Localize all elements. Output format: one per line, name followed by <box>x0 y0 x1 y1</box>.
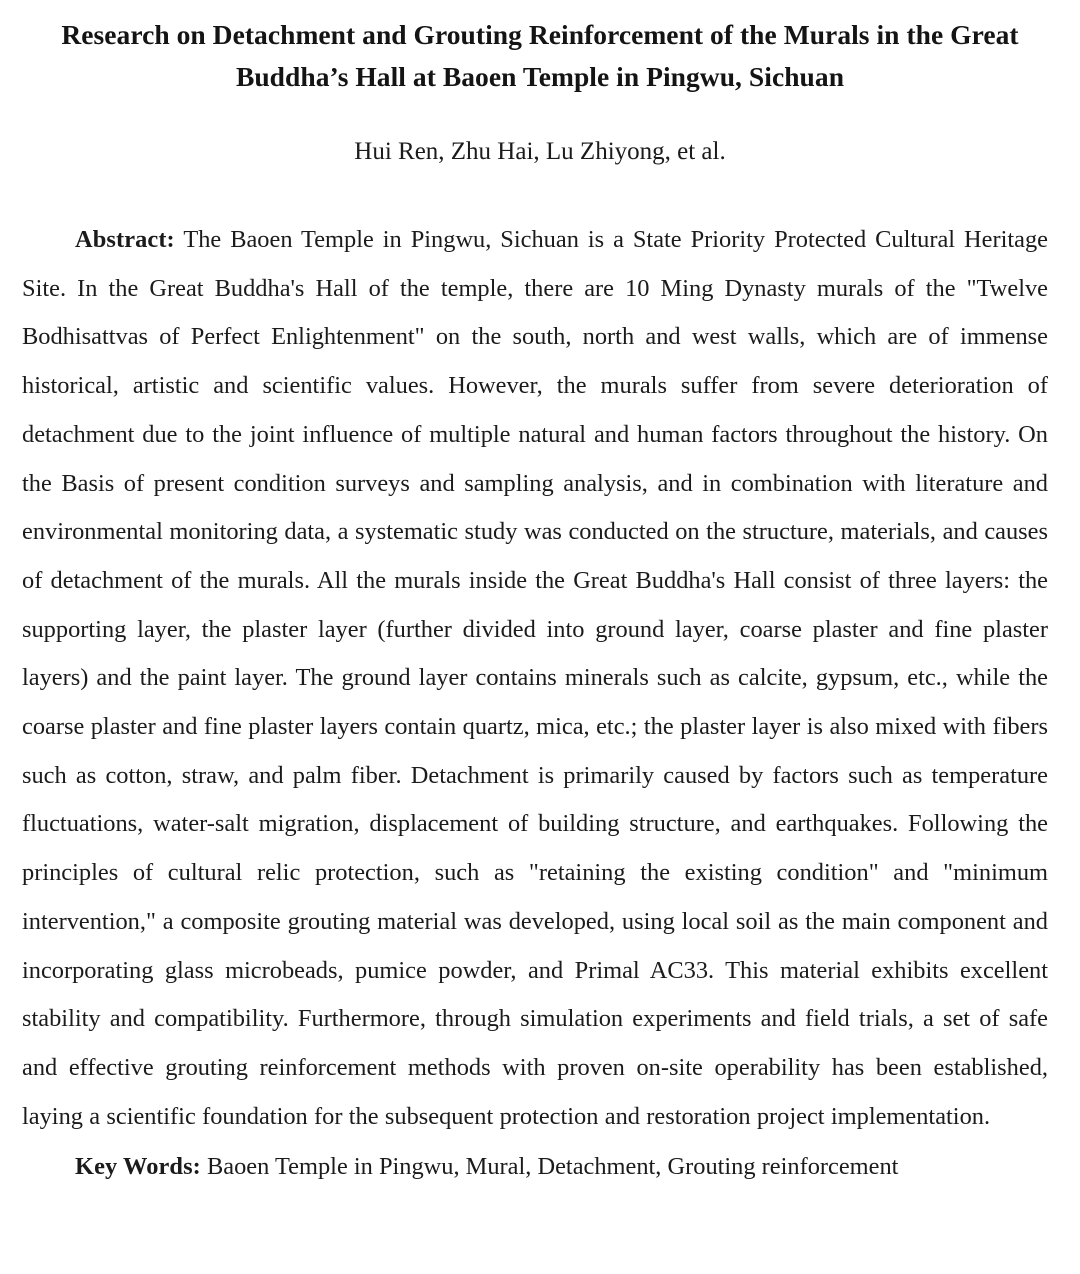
page-title: Research on Detachment and Grouting Reinforcement of the Murals in the Great Buddha’s Hall at Baoen Temple in Pingwu, Sichuan <box>61 19 1019 92</box>
byline-block <box>0 137 1080 167</box>
keywords-label: Key Words: <box>75 1153 201 1181</box>
author-byline: Hui Ren, Zhu Hai, Lu Zhiyong, et al. <box>354 138 726 165</box>
abstract-paragraph <box>22 216 1048 1141</box>
abstract-label: Abstract: <box>75 226 175 253</box>
abstract-block <box>0 216 1080 1141</box>
keywords-text: Baoen Temple in Pingwu, Mural, Detachment, Grouting reinforcement <box>207 1153 899 1181</box>
keywords-block <box>0 1143 1080 1192</box>
abstract-text: The Baoen Temple in Pingwu, Sichuan is a State Priority Protected Cultural Heritage Site. In the Great Buddha's Hall of the temple, there are 10 Ming Dynasty murals of the "Twelve Bodhisattvas of Perfect Enlightenment" on the south, north and west walls, which are of immense historical, artistic and scientific values. However, the murals suffer from severe deterioration of detachment due to the joint influence of multiple natural and human factors throughout the history. On the Basis of present condition surveys and sampling analysis, and in combination with literature and environmental monitoring data, a systematic study was conducted on the structure, materials, and causes of detachment of the murals. All the murals inside the Great Buddha's Hall consist of three layers: the supporting layer, the plaster layer (further divided into ground layer, coarse plaster and fine plaster layers) and the paint layer. The ground layer contains minerals such as calcite, gypsum, etc., while the coarse plaster and fine plaster layers contain quartz, mica, etc.; the plaster layer is also mixed with fibers such as cotton, straw, and palm fiber. Detachment is primarily caused by factors such as temperature fluctuations, water-salt migration, displacement of building structure, and earthquakes. Following the principles of cultural relic protection, such as "retaining the existing condition" and "minimum intervention," a composite grouting material was developed, using local soil as the main component and incorporating glass microbeads, pumice powder, and Primal AC33. This material exhibits excellent stability and compatibility. Furthermore, through simulation experiments and field trials, a set of safe and effective grouting reinforcement methods with proven on-site operability has been established, laying a scientific foundation for the subsequent protection and restoration project implementation. <box>22 226 1049 1130</box>
keywords-paragraph <box>22 1143 1048 1192</box>
title-block <box>0 0 1080 98</box>
